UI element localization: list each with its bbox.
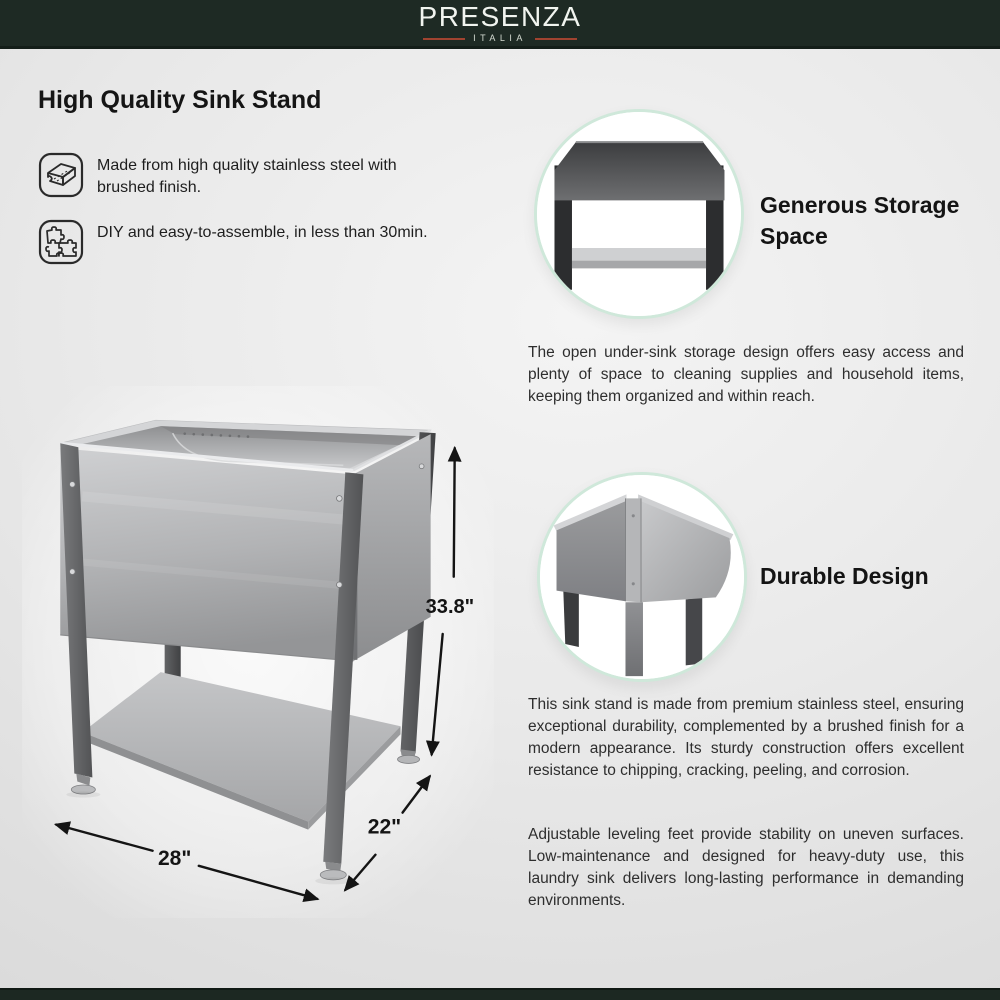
steel-sheet-icon bbox=[38, 152, 84, 198]
brand-name: PRESENZA bbox=[418, 1, 582, 32]
product-image-sink-stand bbox=[22, 386, 494, 918]
brand-rule-right bbox=[535, 38, 577, 40]
footer-bar bbox=[0, 988, 1000, 1000]
page-title: High Quality Sink Stand bbox=[38, 86, 322, 114]
section-paragraph: This sink stand is made from premium stainless steel, ensuring exceptional durability, complemented by a brushed finish for a modern appearance. Its sturdy construction offers excellent resistance to chipping, cracking, peeling, and corrosion. bbox=[528, 696, 964, 779]
brand-logo bbox=[419, 3, 582, 43]
sink-stand-underside-view bbox=[540, 475, 744, 679]
puzzle-icon bbox=[38, 219, 84, 265]
feature-text: DIY and easy-to-assemble, in less than 30min. bbox=[97, 224, 428, 241]
feature-item-stainless bbox=[38, 152, 429, 199]
brand-rule-left bbox=[423, 38, 465, 40]
storage-photo-circle bbox=[534, 109, 744, 319]
brand-header bbox=[0, 0, 1000, 49]
feature-item-diy bbox=[38, 219, 429, 265]
dimension-height-label: 33.8" bbox=[425, 595, 475, 618]
dimension-width-label: 28" bbox=[157, 846, 192, 870]
dimension-depth-label: 22" bbox=[367, 815, 402, 839]
section-paragraph: The open under-sink storage design offers easy access and plenty of space to cleaning supplies and household items, keeping them organized and within reach. bbox=[528, 344, 964, 405]
feature-text: Made from high quality stainless steel with brushed finish. bbox=[97, 157, 397, 196]
brand-subtitle: ITALIA bbox=[473, 33, 527, 43]
sink-stand-front-view bbox=[537, 112, 741, 316]
section-heading-storage: Generous Storage Space bbox=[760, 192, 960, 249]
durable-photo-circle bbox=[537, 472, 747, 682]
section-heading-durable: Durable Design bbox=[760, 563, 929, 589]
section-paragraph: Adjustable leveling feet provide stability on uneven surfaces. Low-maintenance and designed for heavy-duty use, this laundry sink delivers long-lasting performance in demanding environments. bbox=[528, 826, 964, 909]
